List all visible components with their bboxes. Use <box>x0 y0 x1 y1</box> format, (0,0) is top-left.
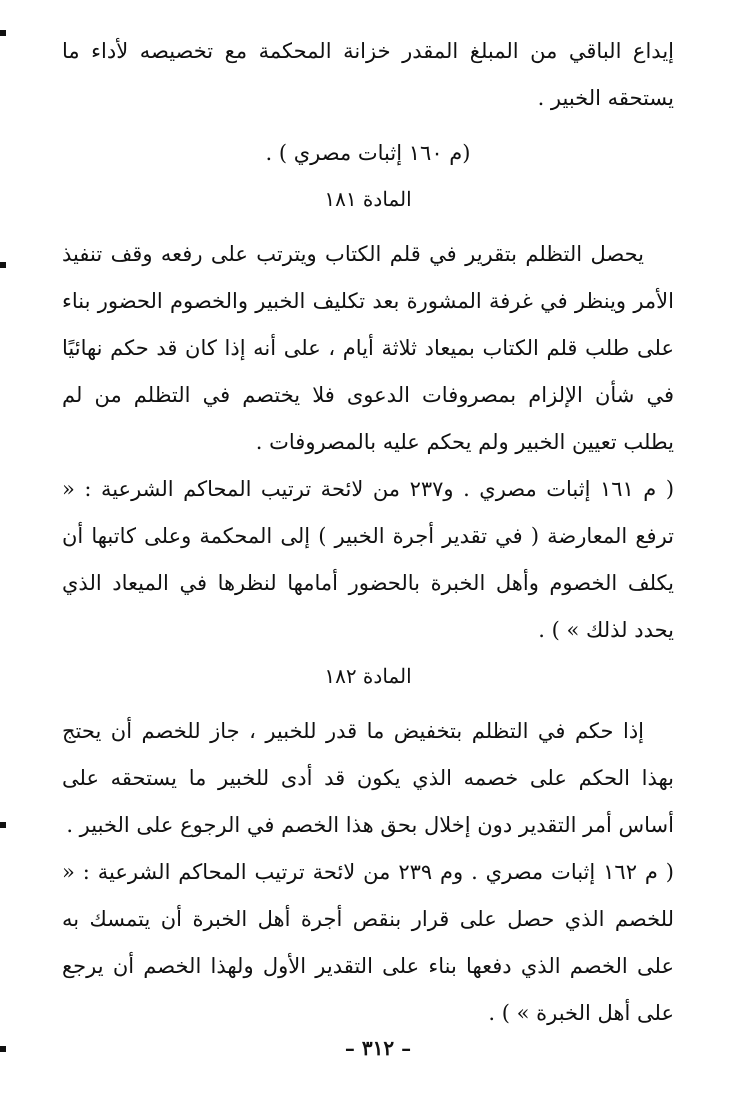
page-number: – ٣١٢ – <box>344 1036 412 1060</box>
reference-note: (م ١٦٠ إثبات مصري ) . <box>265 141 471 165</box>
reference-note-162: ( م ١٦٢ إثبات مصري . وم ٢٣٩ من لائحة ترتيب المحاكم الشرعية : « للخصم الذي حصل على قرار بنقص أجرة أهل الخبرة أن يتمسك به على الخصم الذي دفعها بناء على التقدير الأول ولهذا الخصم أن يرجع على أهل الخبرة » ) . <box>62 860 674 1025</box>
article-heading-181: المادة ١٨١ <box>324 187 412 211</box>
page-body <box>62 28 674 1037</box>
paragraph-continuation: إيداع الباقي من المبلغ المقدر خزانة المحكمة مع تخصيصه لأداء ما يستحقه الخبير . <box>62 39 674 110</box>
scan-mark-middle <box>0 822 6 828</box>
scan-mark-top <box>0 30 6 36</box>
article-heading-182: المادة ١٨٢ <box>324 664 412 688</box>
reference-note-161: ( م ١٦١ إثبات مصري . و٢٣٧ من لائحة ترتيب المحاكم الشرعية : « ترفع المعارضة ( في تقدير أجرة الخبير ) إلى المحكمة وعلى كاتبها أن يكلف الخصوم وأهل الخبرة بالحضور أمامها لنظرها في الميعاد الذي يحدد لذلك » ) . <box>62 477 675 642</box>
scan-mark-upper <box>0 262 6 268</box>
article-182-text: إذا حكم في التظلم بتخفيض ما قدر للخبير ، جاز للخصم أن يحتج بهذا الحكم على خصمه الذي يكون قد أدى للخبير ما يستحقه على أساس أمر التقدير دون إخلال بحق هذا الخصم في الرجوع على الخبير . <box>62 719 674 837</box>
article-181-text: يحصل التظلم بتقرير في قلم الكتاب ويترتب على رفعه وقف تنفيذ الأمر وينظر في غرفة المشورة بعد تكليف الخبير والخصوم الحضور بناء على طلب قلم الكتاب بميعاد ثلاثة أيام ، على أنه إذا كان قد حكم نهائيًا في شأن الإلزام بمصروفات الدعوى فلا يختصم في التظلم من لم يطلب تعيين الخبير ولم يحكم عليه بالمصروفات . <box>62 242 674 454</box>
